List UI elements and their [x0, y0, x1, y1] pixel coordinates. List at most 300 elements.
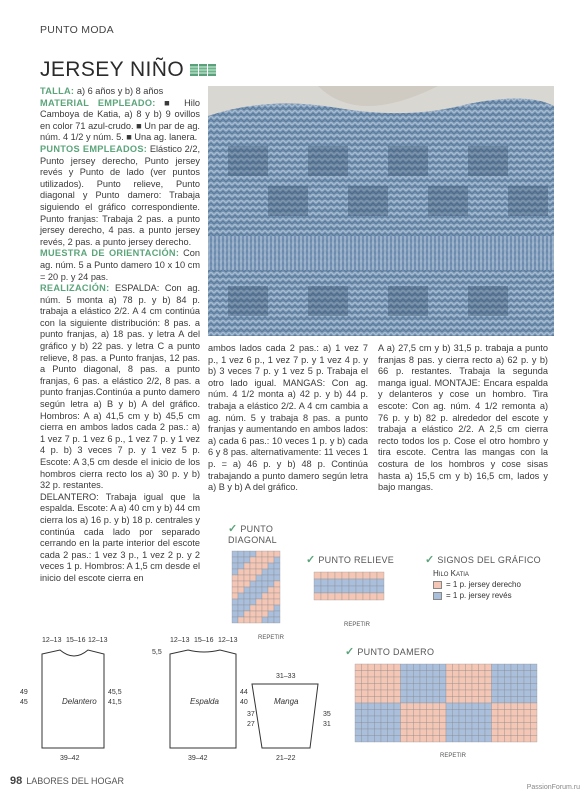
chart-cell [433, 664, 440, 671]
chart-cell [407, 723, 414, 730]
chart-cell [479, 710, 486, 717]
chart-cell [355, 716, 362, 723]
chart-cell [433, 697, 440, 704]
chart-cell [401, 736, 408, 743]
chart-cell [368, 736, 375, 743]
chart-cell [256, 593, 262, 599]
chart-cell [250, 557, 256, 563]
chart-cell [274, 557, 280, 563]
chart-cell [394, 690, 401, 697]
chart-cell [232, 581, 238, 587]
manga-label: Manga [274, 697, 299, 706]
svg-text:45: 45 [20, 699, 28, 706]
chart-cell [244, 605, 250, 611]
chart-cell [238, 569, 244, 575]
chart-cell [427, 684, 434, 691]
chart-cell [531, 671, 538, 678]
chart-cell [321, 586, 328, 593]
chart-cell [472, 723, 479, 730]
chart-cell [335, 579, 342, 586]
chart-cell [362, 684, 369, 691]
chart-cell [440, 729, 447, 736]
chart-cell [518, 690, 525, 697]
chart-cell [232, 551, 238, 557]
chart-cell [446, 729, 453, 736]
chart-cell [268, 557, 274, 563]
chart-cell [518, 723, 525, 730]
chart-cell [321, 572, 328, 579]
talla-label: TALLA: [40, 86, 75, 96]
chart-cell [244, 611, 250, 617]
relieve-title: ✓ PUNTO RELIEVE [306, 554, 395, 566]
svg-text:5,5: 5,5 [152, 649, 162, 656]
chart-cell [388, 716, 395, 723]
chart-cell [459, 729, 466, 736]
chart-cell [511, 671, 518, 678]
chart-cell [381, 729, 388, 736]
chart-cell [466, 684, 473, 691]
chart-cell [427, 671, 434, 678]
chart-cell [401, 716, 408, 723]
chart-cell [420, 677, 427, 684]
chart-cell [250, 611, 256, 617]
chart-cell [446, 664, 453, 671]
chart-cell [479, 729, 486, 736]
chart-cell [232, 569, 238, 575]
chart-cell [370, 586, 377, 593]
chart-cell [427, 729, 434, 736]
chart-cell [524, 710, 531, 717]
svg-text:39–42: 39–42 [188, 755, 208, 762]
chart-cell [394, 664, 401, 671]
chart-cell [232, 557, 238, 563]
chart-cell [401, 677, 408, 684]
chart-cell [362, 697, 369, 704]
chart-cell [407, 736, 414, 743]
chart-cell [256, 563, 262, 569]
schematics [20, 632, 345, 767]
chart-cell [238, 581, 244, 587]
chart-cell [244, 575, 250, 581]
yarn-spools-icon [190, 64, 216, 76]
chart-cell [381, 710, 388, 717]
chart-cell [446, 690, 453, 697]
chart-cell [524, 690, 531, 697]
chart-cell [459, 690, 466, 697]
chart-cell [433, 690, 440, 697]
chart-cell [342, 586, 349, 593]
chart-cell [342, 593, 349, 600]
chart-cell [420, 723, 427, 730]
chart-cell [505, 684, 512, 691]
chart-cell [401, 690, 408, 697]
chart-cell [321, 593, 328, 600]
chart-cell [427, 677, 434, 684]
chart-cell [328, 593, 335, 600]
chart-cell [256, 617, 262, 623]
column-2 [208, 343, 368, 494]
chart-cell [370, 593, 377, 600]
chart-cell [250, 575, 256, 581]
chart-cell [414, 684, 421, 691]
chart-cell [381, 677, 388, 684]
realizacion-label: REALIZACIÓN: [40, 283, 110, 294]
chart-cell [420, 703, 427, 710]
svg-text:12–13: 12–13 [42, 637, 62, 644]
chart-cell [440, 671, 447, 678]
chart-cell [268, 581, 274, 587]
chart-cell [388, 703, 395, 710]
chart-cell [531, 690, 538, 697]
chart-cell [375, 736, 382, 743]
chart-cell [256, 599, 262, 605]
chart-cell [274, 569, 280, 575]
chart-cell [518, 710, 525, 717]
chart-cell [453, 664, 460, 671]
chart-cell [498, 710, 505, 717]
chart-cell [440, 690, 447, 697]
chart-cell [420, 716, 427, 723]
chart-cell [459, 710, 466, 717]
chart-cell [368, 729, 375, 736]
chart-cell [394, 723, 401, 730]
chart-cell [453, 684, 460, 691]
chart-cell [459, 703, 466, 710]
chart-cell [388, 664, 395, 671]
chart-cell [459, 716, 466, 723]
chart-cell [407, 684, 414, 691]
chart-cell [355, 690, 362, 697]
chart-cell [518, 716, 525, 723]
chart-cell [388, 723, 395, 730]
chart-cell [244, 569, 250, 575]
chart-cell [328, 586, 335, 593]
svg-text:REPETIR: REPETIR [344, 622, 371, 628]
chart-cell [511, 710, 518, 717]
chart-cell [355, 677, 362, 684]
chart-cell [335, 586, 342, 593]
chart-cell [368, 716, 375, 723]
chart-cell [420, 736, 427, 743]
chart-cell [524, 716, 531, 723]
chart-cell [232, 593, 238, 599]
chart-cell [531, 716, 538, 723]
chart-cell [479, 684, 486, 691]
chart-cell [232, 605, 238, 611]
chart-cell [453, 723, 460, 730]
chart-cell [232, 599, 238, 605]
chart-cell [440, 710, 447, 717]
chart-cell [256, 581, 262, 587]
chart-cell [381, 703, 388, 710]
chart-cell [244, 581, 250, 587]
chart-cell [328, 572, 335, 579]
svg-text:35: 35 [323, 711, 331, 718]
chart-cell [377, 579, 384, 586]
chart-cell [505, 736, 512, 743]
chart-cell [511, 677, 518, 684]
chart-cell [262, 587, 268, 593]
chart-cell [414, 736, 421, 743]
chart-cell [375, 684, 382, 691]
chart-cell [524, 684, 531, 691]
chart-cell [524, 703, 531, 710]
chart-cell [466, 716, 473, 723]
svg-text:45,5: 45,5 [108, 689, 122, 696]
chart-cell [407, 664, 414, 671]
chart-cell [472, 716, 479, 723]
chart-cell [238, 563, 244, 569]
chart-cell [498, 697, 505, 704]
chart-cell [238, 611, 244, 617]
chart-cell [472, 684, 479, 691]
chart-cell [356, 579, 363, 586]
damero-title: ✓ PUNTO DAMERO [345, 646, 435, 658]
chart-cell [250, 617, 256, 623]
chart-cell [479, 716, 486, 723]
chart-cell [268, 611, 274, 617]
chart-cell [427, 664, 434, 671]
chart-cell [363, 586, 370, 593]
chart-cell [492, 684, 499, 691]
chart-cell [459, 677, 466, 684]
svg-text:49: 49 [20, 689, 28, 696]
chart-cell [274, 587, 280, 593]
chart-cell [262, 569, 268, 575]
chart-cell [485, 677, 492, 684]
chart-cell [401, 729, 408, 736]
chart-cell [274, 617, 280, 623]
chart-cell [459, 664, 466, 671]
chart-cell [394, 736, 401, 743]
chart-cell [368, 723, 375, 730]
chart-cell [268, 617, 274, 623]
chart-cell [274, 593, 280, 599]
chart-cell [498, 671, 505, 678]
chart-cell [321, 579, 328, 586]
chart-cell [518, 684, 525, 691]
material-text: ■ Hilo Camboya de Katia, a) 8 y b) 9 ovillos en color 71 azul-crudo. ■ Un par de ag. núm. 4 1/2 y núm. 5. ■ Una ag. lanera. [40, 97, 200, 143]
chart-cell [414, 664, 421, 671]
chart-cell [256, 557, 262, 563]
chart-cell [368, 671, 375, 678]
chart-cell [466, 729, 473, 736]
chart-cell [381, 684, 388, 691]
svg-text:31: 31 [323, 721, 331, 728]
chart-cell [274, 581, 280, 587]
chart-cell [453, 677, 460, 684]
chart-cell [472, 690, 479, 697]
chart-cell [238, 593, 244, 599]
chart-cell [368, 690, 375, 697]
chart-cell [394, 684, 401, 691]
punto-diagonal-chart [228, 522, 300, 647]
chart-cell [472, 703, 479, 710]
chart-cell [388, 729, 395, 736]
chart-cell [256, 587, 262, 593]
chart-cell [377, 572, 384, 579]
chart-cell [314, 593, 321, 600]
chart-cell [505, 716, 512, 723]
chart-cell [485, 723, 492, 730]
chart-cell [466, 664, 473, 671]
chart-cell [388, 697, 395, 704]
chart-cell [394, 729, 401, 736]
chart-cell [388, 677, 395, 684]
chart-cell [420, 664, 427, 671]
chart-cell [433, 736, 440, 743]
chart-cell [256, 551, 262, 557]
chart-cell [440, 723, 447, 730]
chart-cell [433, 729, 440, 736]
chart-cell [479, 703, 486, 710]
chart-cell [440, 703, 447, 710]
chart-cell [238, 605, 244, 611]
chart-cell [407, 671, 414, 678]
chart-cell [414, 677, 421, 684]
chart-cell [381, 723, 388, 730]
chart-cell [453, 690, 460, 697]
chart-cell [440, 684, 447, 691]
chart-cell [466, 736, 473, 743]
chart-cell [420, 710, 427, 717]
chart-cell [362, 736, 369, 743]
chart-cell [459, 723, 466, 730]
svg-text:37: 37 [247, 711, 255, 718]
chart-cell [420, 697, 427, 704]
chart-cell [262, 575, 268, 581]
chart-cell [466, 671, 473, 678]
chart-cell [511, 690, 518, 697]
chart-cell [342, 579, 349, 586]
chart-cell [492, 736, 499, 743]
chart-cell [511, 697, 518, 704]
chart-cell [505, 690, 512, 697]
chart-cell [355, 664, 362, 671]
chart-cell [498, 729, 505, 736]
realizacion-text: ESPALDA: Con ag. núm. 5 monta a) 78 p. y b) 84 p. trabaja a elástico 2/2. A 4 cm continúa con la siguiente distribución: 8 pas. a punto franjas, a) 18 pas. y letra A del gráfico y b) 22 pas. y letra C a punto relieve, 8 pas. a Punto franjas, 12 pas. a Punto diagonal, 8 pas. a punto franjas, 6 pas. a elástico 2/2, 8 pas. a punto franjas.Continúa a punto damero según letra a) B y b) A del gráfico. Hombros: A a) 41,5 cm y b) 45,5 cm cierra en ambos lados cada 2 pas.: a) 1 vez 7 p. 1 vez 6 p., 1 vez 7 p. y 1 vez 4 p. b) 3 veces 7 p. y 1 vez 5 p. Escote: A 3,5 cm desde el inicio de los hombros cierra recto los a) 30 p. y b) 32 p. restantes. [40, 283, 200, 491]
chart-cell [466, 723, 473, 730]
chart-cell [268, 599, 274, 605]
chart-cell [531, 677, 538, 684]
chart-cell [244, 563, 250, 569]
chart-cell [492, 671, 499, 678]
col3-text: A a) 27,5 cm y b) 31,5 p. trabaja a punto franjas 8 pas. y cierra recto a) 62 p. y b) 66 p. restantes. Trabaja la segunda manga igual. MONTAJE: Encara espalda y delanteros y cose un hombro. Tira escote: Con ag. núm. 4 1/2 remonta a) 76 p. y b) 82 p. alrededor del escote y trabaja a elástico 2/2. A 2,5 cm cierra recto todos los p. Cose el otro hombro y tira escote. Centra las mangas con la costura de los hombros y cose sisas hasta a) 15,5 cm y b) 16,5 cm, lados y bajo mangas. [378, 343, 548, 493]
chart-cell [531, 723, 538, 730]
chart-cell [511, 736, 518, 743]
chart-cell [459, 736, 466, 743]
chart-cell [498, 684, 505, 691]
chart-cell [485, 736, 492, 743]
chart-cell [479, 723, 486, 730]
chart-cell [274, 551, 280, 557]
chart-cell [492, 677, 499, 684]
chart-cell [498, 736, 505, 743]
chart-cell [335, 572, 342, 579]
svg-text:21–22: 21–22 [276, 755, 296, 762]
chart-cell [355, 736, 362, 743]
chart-cell [427, 710, 434, 717]
diagonal-title: ✓ PUNTO DIAGONAL [228, 523, 277, 545]
chart-cell [238, 557, 244, 563]
chart-cell [531, 736, 538, 743]
chart-cell [479, 690, 486, 697]
chart-cell [446, 677, 453, 684]
chart-cell [375, 729, 382, 736]
chart-cell [492, 690, 499, 697]
chart-cell [368, 710, 375, 717]
chart-cell [479, 697, 486, 704]
chart-cell [511, 664, 518, 671]
chart-cell [466, 677, 473, 684]
chart-cell [505, 671, 512, 678]
puntos-label: PUNTOS EMPLEADOS: [40, 143, 148, 154]
chart-cell [232, 563, 238, 569]
chart-cell [328, 579, 335, 586]
legend-item-reves: = 1 p. jersey revés [433, 591, 555, 600]
legend-item-derecho: = 1 p. jersey derecho [433, 580, 555, 589]
chart-cell [433, 671, 440, 678]
chart-cell [407, 703, 414, 710]
chart-cell [335, 593, 342, 600]
chart-cell [238, 575, 244, 581]
chart-cell [394, 716, 401, 723]
chart-cell [401, 710, 408, 717]
chart-cell [394, 703, 401, 710]
chart-cell [492, 697, 499, 704]
chart-cell [440, 697, 447, 704]
chart-cell [250, 569, 256, 575]
chart-cell [381, 716, 388, 723]
chart-cell [362, 703, 369, 710]
chart-cell [524, 677, 531, 684]
chart-cell [518, 677, 525, 684]
chart-cell [498, 703, 505, 710]
legend-title: ✓ SIGNOS DEL GRÁFICO [425, 554, 541, 566]
chart-cell [274, 599, 280, 605]
chart-cell [244, 557, 250, 563]
chart-cell [262, 557, 268, 563]
chart-cell [268, 551, 274, 557]
chart-cell [262, 611, 268, 617]
chart-cell [446, 697, 453, 704]
chart-cell [414, 729, 421, 736]
chart-cell [492, 664, 499, 671]
chart-cell [356, 586, 363, 593]
chart-cell [485, 710, 492, 717]
chart-cell [505, 697, 512, 704]
muestra-label: MUESTRA DE ORIENTACIÓN: [40, 248, 180, 259]
chart-cell [368, 664, 375, 671]
chart-cell [446, 736, 453, 743]
chart-cell [262, 617, 268, 623]
chart-cell [232, 617, 238, 623]
chart-cell [479, 664, 486, 671]
chart-cell [485, 664, 492, 671]
chart-cell [355, 671, 362, 678]
chart-cell [433, 723, 440, 730]
chart-cell [518, 703, 525, 710]
chart-cell [453, 703, 460, 710]
chart-cell [505, 723, 512, 730]
chart-cell [232, 611, 238, 617]
chart-cell [377, 586, 384, 593]
chart-cell [362, 723, 369, 730]
chart-cell [407, 677, 414, 684]
chart-cell [262, 563, 268, 569]
chart-cell [388, 710, 395, 717]
chart-cell [440, 736, 447, 743]
